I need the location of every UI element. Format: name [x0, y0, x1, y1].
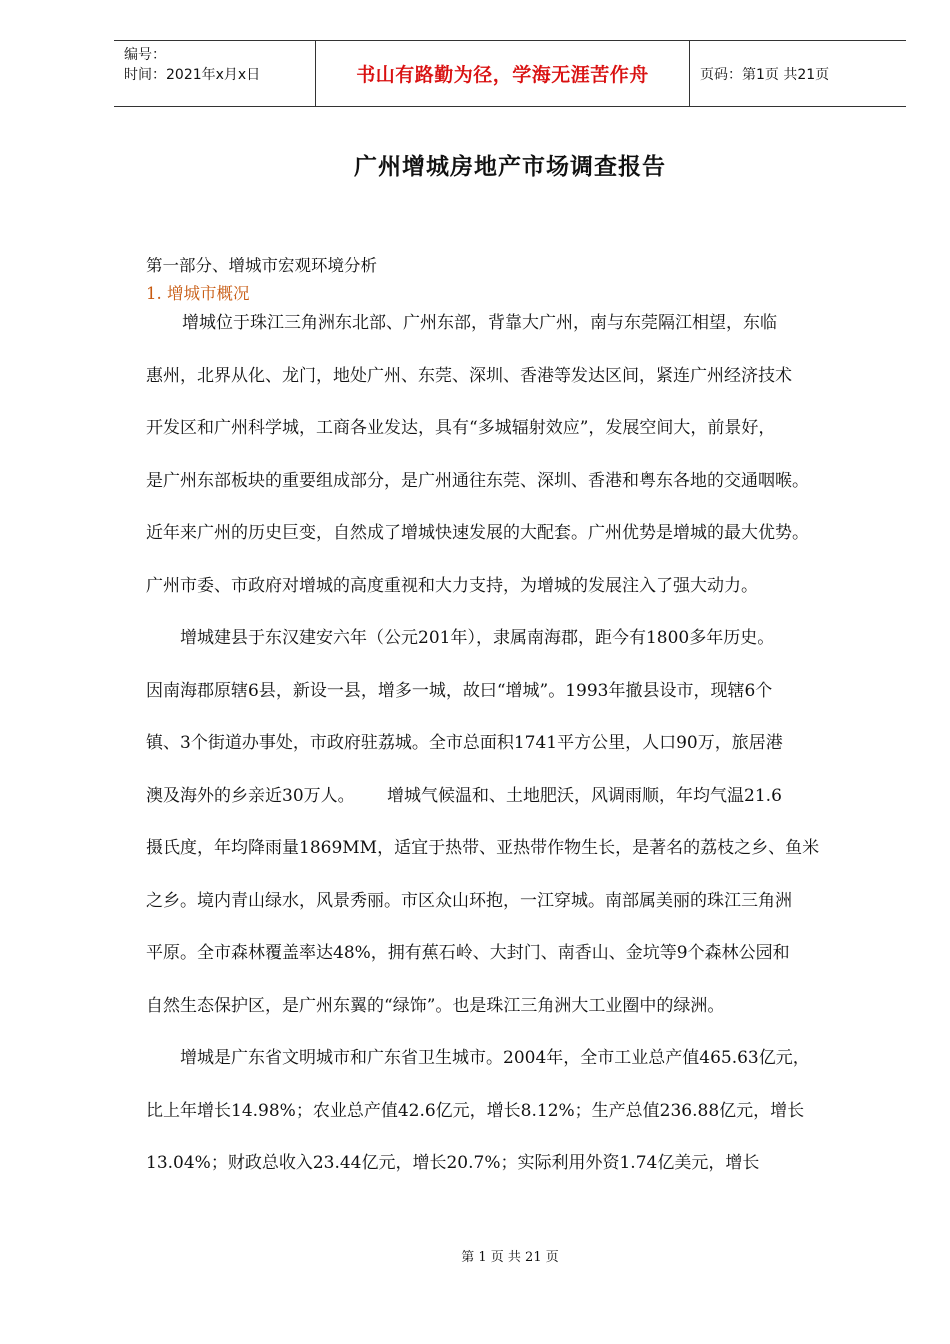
text-line: 惠州，北界从化、龙门，地处广州、东莞、深圳、香港等发达区间，紧连广州经济技术: [146, 365, 792, 386]
sub-heading: 1. 增城市概况: [146, 284, 250, 303]
document-header: [114, 40, 906, 107]
text-line: 增城是广东省文明城市和广东省卫生城市。2004年，全市工业总产值465.63亿元，: [180, 1048, 810, 1068]
section-heading: 第一部分、增城市宏观环境分析: [146, 256, 377, 275]
text-line: 近年来广州的历史巨变，自然成了增城快速发展的大配套。广州优势是增城的最大优势。: [146, 523, 809, 543]
time-label: 时间：2021年x月x日: [124, 67, 261, 83]
text-line: 平原。全市森林覆盖率达48%，拥有蕉石岭、大封门、南香山、金坑等9个森林公园和: [146, 943, 790, 963]
text-line: 开发区和广州科学城，工商各业发达，具有“多城辐射效应”，发展空间大，前景好，: [146, 418, 776, 438]
text-line: 比上年增长14.98%；农业总产值42.6亿元，增长8.12%；生产总值236.88亿元，增长: [146, 1100, 805, 1121]
text-line: 摄氏度，年均降雨量1869MM，适宜于热带、亚热带作物生长，是著名的荔枝之乡、鱼米: [146, 838, 820, 858]
text-line: 澳及海外的乡亲近30万人。 增城气候温和、土地肥沃，风调雨顺，年均气温21.6: [146, 785, 782, 806]
page-footer: 第 1 页 共 21 页: [461, 1250, 559, 1265]
text-line: 增城位于珠江三角洲东北部、广州东部，背靠大广州，南与东莞隔江相望，东临: [182, 313, 777, 333]
body-text: [146, 306, 886, 1199]
text-line: 是广州东部板块的重要组成部分，是广州通往东莞、深圳、香港和粤东各地的交通咽喉。: [146, 470, 809, 491]
text-line: 镇、3个街道办事处，市政府驻荔城。全市总面积1741平方公里，人口90万，旅居港: [146, 733, 783, 753]
number-label: 编号：: [124, 47, 166, 63]
text-line: 之乡。境内青山绿水，风景秀丽。市区众山环抱，一江穿城。南部属美丽的珠江三角洲: [146, 890, 792, 911]
text-line: 因南海郡原辖6县，新设一县，增多一城，故曰“增城”。1993年撤县设市，现辖6个: [146, 680, 773, 701]
text-line: 广州市委、市政府对增城的高度重视和大力支持，为增城的发展注入了强大动力。: [146, 575, 758, 596]
text-line: 13.04%；财政总收入23.44亿元，增长20.7%；实际利用外资1.74亿美元，增长: [146, 1153, 760, 1173]
text-line: 增城建县于东汉建安六年（公元201年），隶属南海郡，距今有1800多年历史。: [180, 628, 775, 648]
text-line: 自然生态保护区，是广州东翼的“绿饰”。也是珠江三角洲大工业圈中的绿洲。: [146, 995, 725, 1016]
header-motto: 书山有路勤为径，学海无涯苦作舟: [316, 41, 690, 106]
header-page-info: 页码：第1页 共21页: [700, 66, 830, 83]
document-title: 广州增城房地产市场调查报告: [354, 153, 666, 180]
header-meta: [114, 41, 316, 106]
